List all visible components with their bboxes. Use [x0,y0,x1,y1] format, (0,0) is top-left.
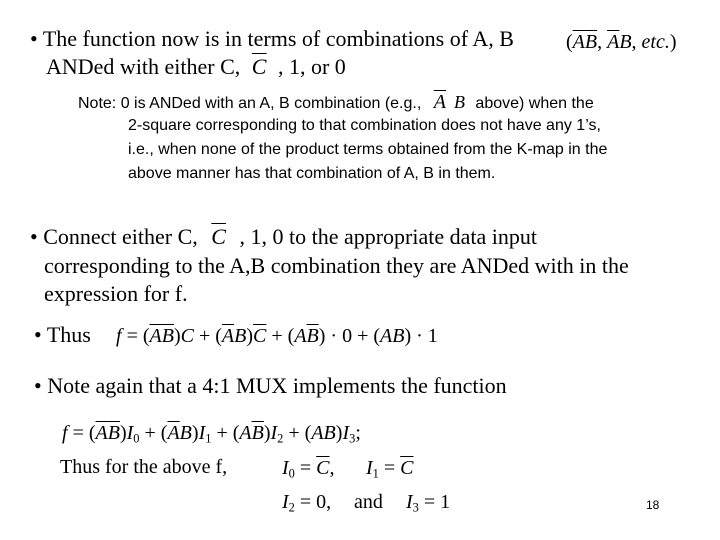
note-line3: i.e., when none of the product terms obtained from the K-map in the [128,141,608,158]
bullet-1-line2: ANDed with either C, $\overline{C}$ , 1, or 0 [46,54,346,79]
thus-formula: $f = (\overline{A}\overline{B})C + (\overline{A}B)\overline{C} + (A\overline{B}) \cdot 0 + (AB) \cdot 1$ [116,325,438,347]
i0-assignment: $I_0 = \overline{C}$, [282,457,335,481]
bullet-2-line2: corresponding to the A,B combination they are ANDed with in the [44,253,629,278]
i3-assignment: $I_3 = 1$ [406,491,451,515]
note-line4: above manner has that combination of A, B in them. [128,165,496,182]
note-block: Note: 0 is ANDed with an A, B combination (e.g., $\overline{A}$ B above) when the [78,91,594,113]
bullet-2: • Connect either C, $\overline{C}$ , 1, 0 to the appropriate data input [30,224,537,249]
bullet-1-combinations-math: ($\overline{A}\overline{B}$, $\overline{A}B$, etc.) [566,31,677,53]
bullet-2-line3: expression for f. [44,281,188,306]
bullet-marker: • [30,26,38,51]
bullet-3: • Thus [34,322,91,347]
note-line1-pre: Note: 0 is ANDed with an A, B combination (e.g., [78,95,422,112]
i1-assignment: $I_1 = \overline{C}$ [366,457,414,481]
c-bar-math: $\overline{C}$ [251,54,267,79]
bullet-4: • Note again that a 4:1 MUX implements the function [34,373,507,398]
bullet-1 [30,26,514,52]
thus-for-label: Thus for the above f, [60,456,228,478]
mux-formula: $f = (\overline{A}\overline{B})I_0 + (\overline{A}B)I_1 + (A\overline{B})I_2 + (AB)I_3$; [62,422,361,446]
slide-number: 18 [646,498,660,512]
and-word: and [354,491,383,513]
bullet-1-line1: The function now is in terms of combinations of A, B [42,26,514,51]
c-bar-math: $\overline{C}$ [211,224,226,249]
note-line1-post: above) when the [475,95,594,112]
note-line2: 2-square corresponding to that combination does not have any 1’s, [128,117,601,134]
note-ab-math: $\overline{A}$ [433,91,446,113]
i2-assignment: $I_2 = 0$, [282,491,332,515]
